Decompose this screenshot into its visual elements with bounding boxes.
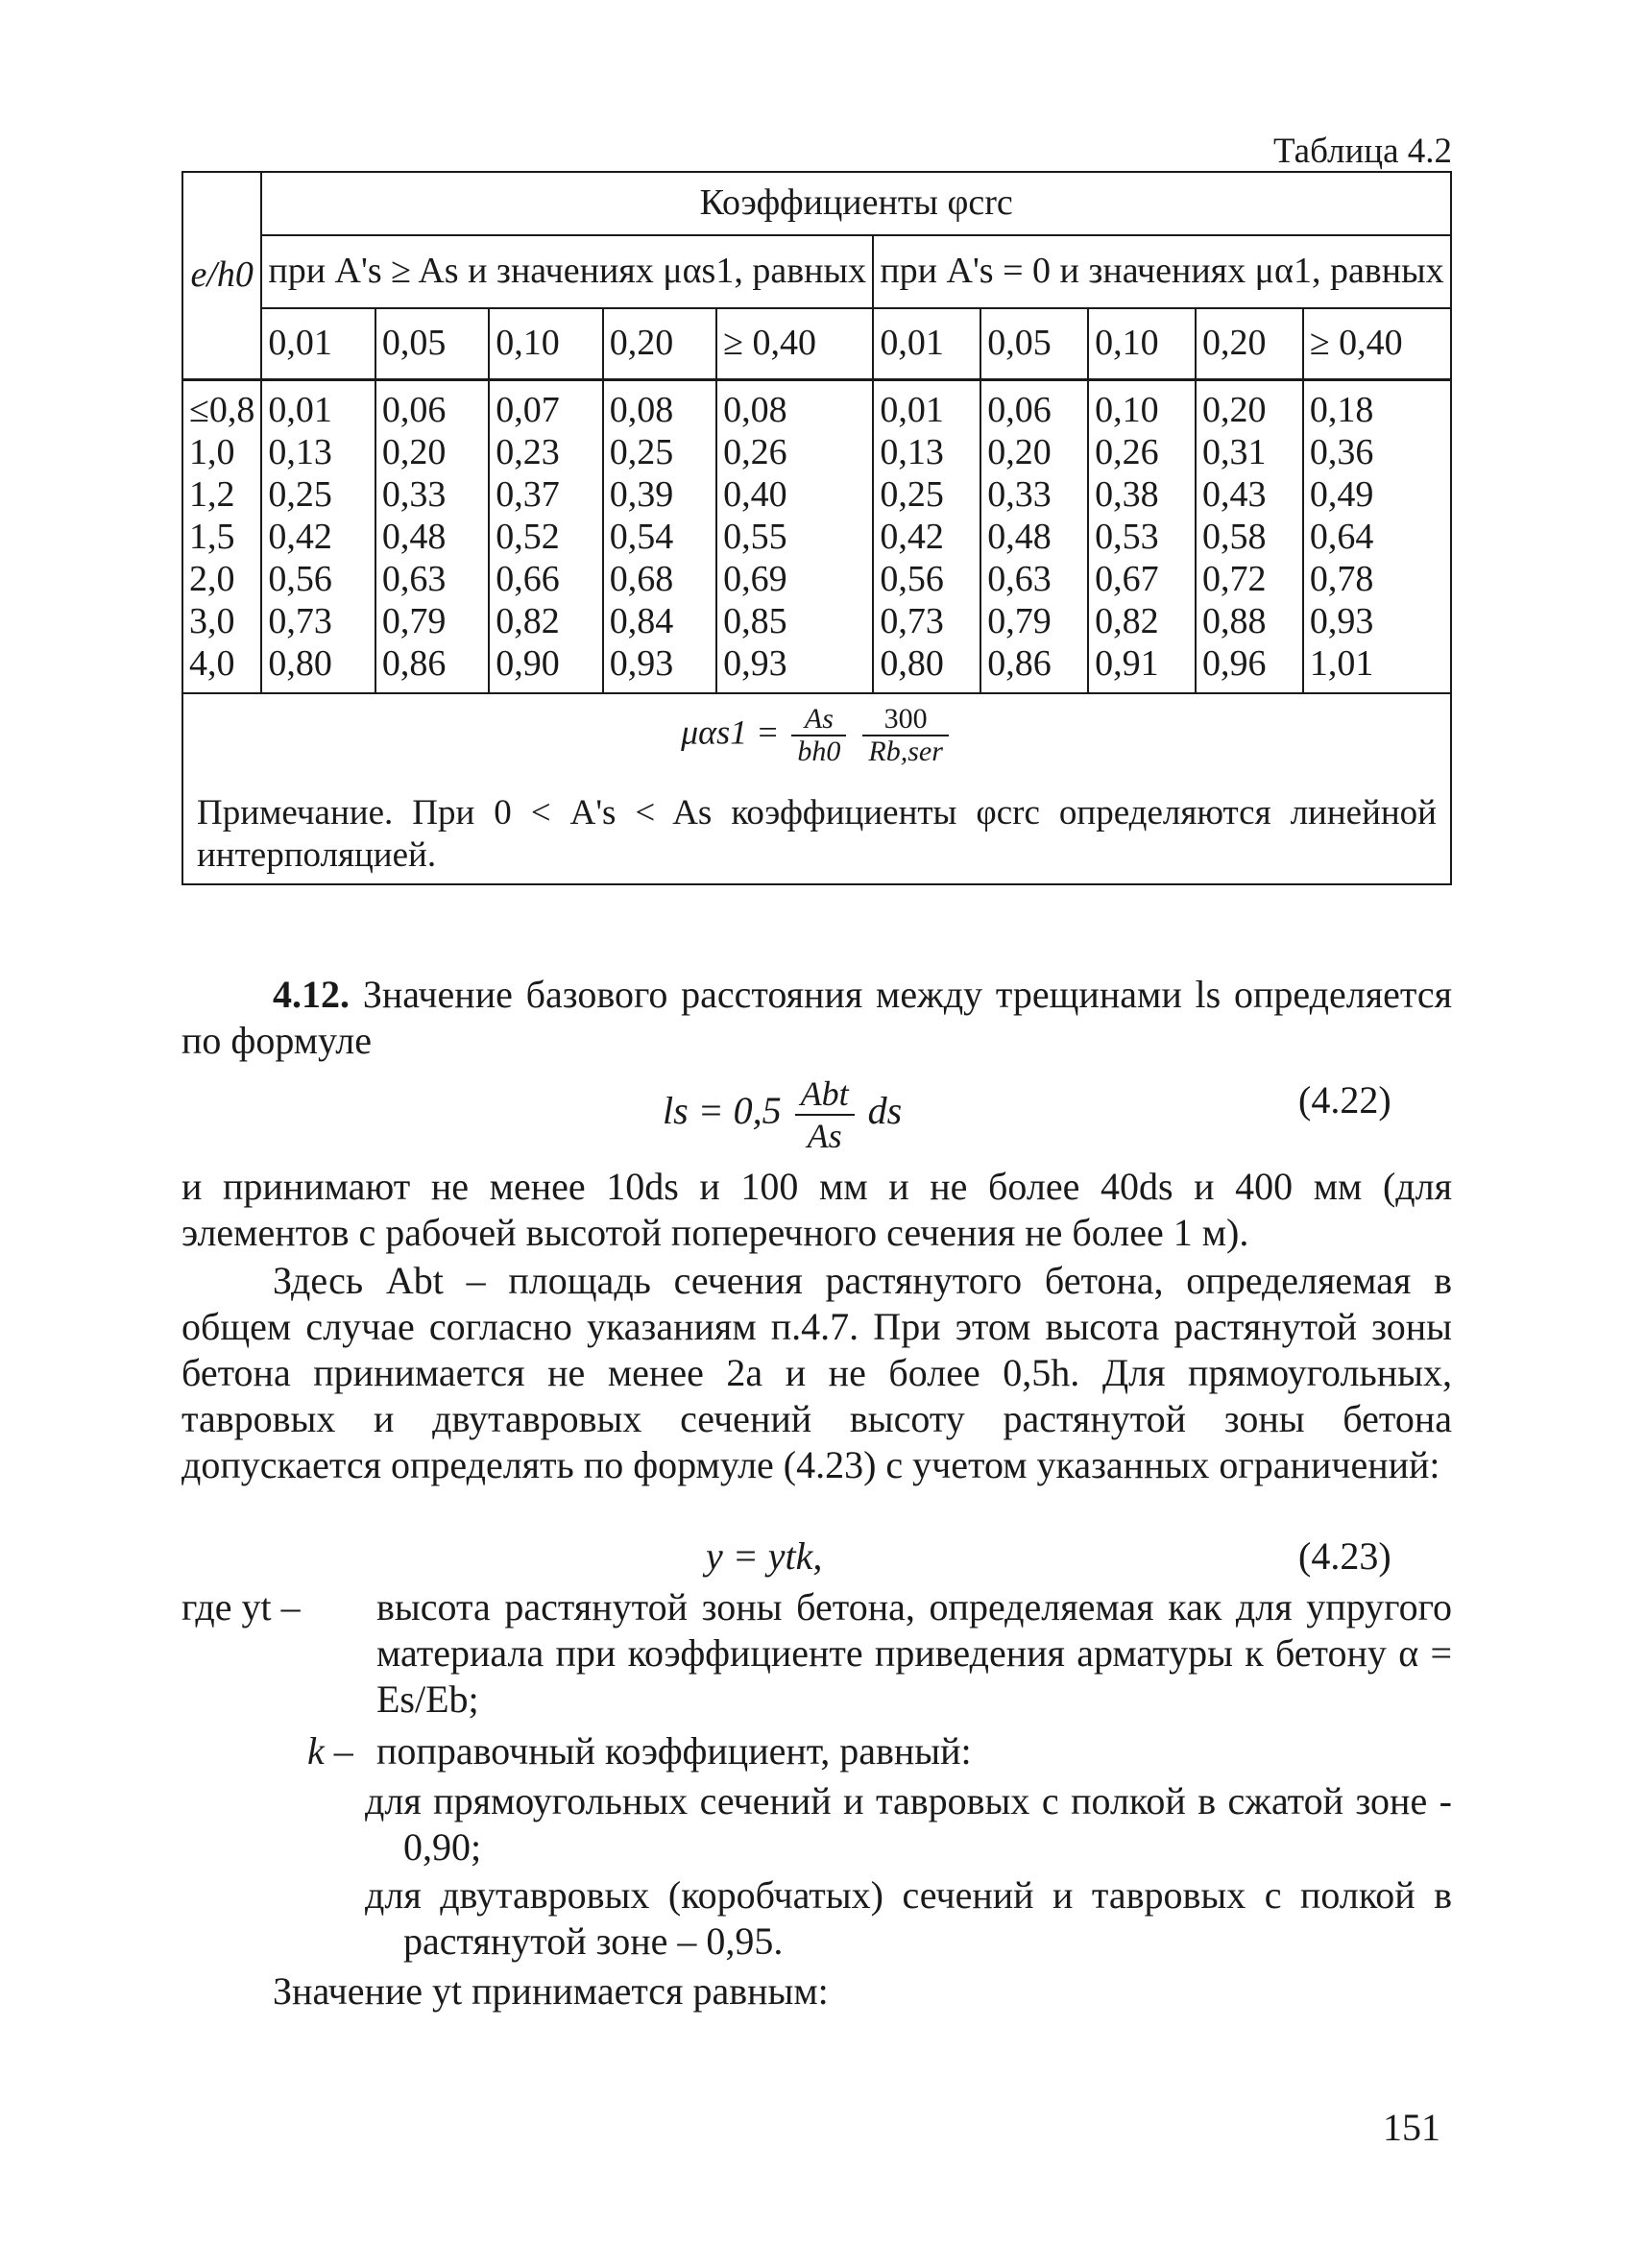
mu-value-header: 0,01: [873, 308, 980, 380]
table-caption: Таблица 4.2: [1273, 132, 1452, 171]
cell-value: 0,56: [880, 559, 944, 599]
fraction-denominator: As: [807, 1117, 842, 1155]
cell-value: 0,08: [723, 390, 787, 430]
data-column: [603, 380, 716, 694]
cell-value: 0,48: [987, 517, 1052, 557]
cell-value: 0,85: [723, 601, 787, 641]
page-number: 151: [1383, 2106, 1440, 2149]
mu-value-header: 0,20: [603, 308, 716, 380]
equation-number: (4.22): [1298, 1078, 1391, 1122]
fraction: [795, 1074, 855, 1156]
cell-value: 0,36: [1309, 432, 1374, 472]
cell-value: 0,25: [609, 432, 674, 472]
where-yt-text: высота растянутой зоны бетона, определяемая как для упругого материала при коэффициенте приведения арматуры к бетону α = Es/Eb;: [376, 1585, 1452, 1721]
cell-value: 0,96: [1201, 643, 1267, 684]
equation-lhs: ls = 0,5: [663, 1089, 782, 1133]
cell-value: 0,69: [723, 559, 787, 599]
cell-value: 0,90: [496, 643, 560, 684]
cell-value: 0,78: [1309, 559, 1374, 599]
data-column: [716, 380, 873, 694]
mu-value-header: 0,05: [375, 308, 489, 380]
cell-value: 0,80: [268, 643, 332, 684]
data-column: [1088, 380, 1196, 694]
cell-value: 0,86: [381, 643, 447, 684]
cell-value: 0,63: [987, 559, 1052, 599]
cell-value: 0,38: [1095, 474, 1159, 515]
fraction-numerator: Abt: [795, 1074, 855, 1116]
mu-value-header: ≥ 0,40: [1303, 308, 1451, 380]
eh-value: 4,0: [189, 643, 235, 684]
eh-value: 2,0: [189, 559, 235, 599]
section-intro: [181, 972, 1452, 1064]
cell-value: 0,88: [1201, 601, 1267, 641]
data-column: [1303, 380, 1451, 694]
cell-value: 0,93: [609, 643, 674, 684]
cell-value: 0,20: [987, 432, 1052, 472]
cell-value: 0,82: [496, 601, 560, 641]
cell-value: 0,26: [1095, 432, 1159, 472]
cell-value: 0,43: [1201, 474, 1267, 515]
k-item: для прямоугольных сечений и тавровых с полкой в сжатой зоне - 0,90;: [365, 1779, 1452, 1869]
section-intro-text: Значение базового расстояния между трещинами ls определяется по формуле: [181, 973, 1452, 1062]
cell-value: 0,93: [723, 643, 787, 684]
cell-value: 0,26: [723, 432, 787, 472]
fraction: [791, 704, 846, 768]
cell-value: 0,33: [381, 474, 447, 515]
cell-value: 0,13: [268, 432, 332, 472]
cell-value: 0,13: [880, 432, 944, 472]
eh-value: 3,0: [189, 601, 235, 641]
cell-value: 0,20: [381, 432, 447, 472]
final-line: Значение yt принимается равным:: [273, 1969, 829, 2013]
cell-value: 0,39: [609, 474, 674, 515]
table-note: Примечание. При 0 < A's < As коэффициенты φcrc определяются линейной интерполяцией.: [197, 793, 1437, 875]
cell-value: 0,82: [1095, 601, 1159, 641]
equation-4-22: [663, 1074, 902, 1156]
cell-value: 0,40: [723, 474, 787, 515]
cell-value: 0,08: [609, 390, 674, 430]
cell-value: 0,48: [381, 517, 447, 557]
cell-value: 0,55: [723, 517, 787, 557]
cell-value: 0,56: [268, 559, 332, 599]
k-text: поправочный коэффициент, равный:: [376, 1729, 972, 1773]
eh-value: 1,0: [189, 432, 235, 472]
fraction-denominator: Rb,ser: [868, 736, 943, 768]
cell-value: 0,31: [1201, 432, 1267, 472]
cell-value: 0,42: [268, 517, 332, 557]
where-label: где yt –: [181, 1585, 301, 1629]
cell-value: 0,86: [987, 643, 1052, 684]
cell-value: 0,10: [1095, 390, 1159, 430]
eh-value: ≤0,8: [189, 390, 255, 430]
mu-formula-lhs: μαs1 =: [681, 712, 780, 752]
eh-value: 1,5: [189, 517, 235, 557]
cell-value: 0,79: [987, 601, 1052, 641]
cell-value: 0,63: [381, 559, 447, 599]
k-label: k –: [307, 1729, 353, 1773]
mu-value-header: 0,20: [1196, 308, 1303, 380]
cell-value: 0,72: [1201, 559, 1267, 599]
cell-value: 0,20: [1201, 390, 1267, 430]
cell-value: 0,54: [609, 517, 674, 557]
cell-value: 0,58: [1201, 517, 1267, 557]
mu-value-header: 0,01: [261, 308, 375, 380]
cell-value: 0,68: [609, 559, 674, 599]
mu-value-header: 0,05: [980, 308, 1088, 380]
cell-value: 0,67: [1095, 559, 1159, 599]
data-column: [1196, 380, 1303, 694]
table-title: Коэффициенты φcrc: [261, 172, 1451, 235]
cell-value: 0,25: [880, 474, 944, 515]
eh-corner-header: e/h0: [182, 172, 261, 380]
fraction-numerator: 300: [862, 704, 949, 736]
cell-value: 0,06: [987, 390, 1052, 430]
eh-value: 1,2: [189, 474, 235, 515]
cell-value: 0,37: [496, 474, 560, 515]
cell-value: 0,25: [268, 474, 332, 515]
k-item: для двутавровых (коробчатых) сечений и тавровых с полкой в растянутой зоне – 0,95.: [365, 1873, 1452, 1963]
cell-value: 0,18: [1309, 390, 1374, 430]
cell-value: 0,06: [381, 390, 447, 430]
data-column: [873, 380, 980, 694]
cell-value: 0,23: [496, 432, 560, 472]
fraction-numerator: As: [791, 704, 846, 736]
cell-value: 0,73: [880, 601, 944, 641]
equation-number: (4.23): [1298, 1534, 1391, 1578]
equation-rhs: ds: [867, 1089, 903, 1133]
group-a-header: при A's ≥ As и значениях μαs1, равных: [261, 235, 873, 308]
paragraph-text: Здесь Abt – площадь сечения растянутого бетона, определяемая в общем случае согласно указаниям п.4.7. При этом высота растянутой зоны бетона принимается не менее 2a и не более 0,5h. Для прямоугольных, тавровых и двутавровых сечений высоту растянутой зоны бетона допускается определять по формуле (4.23) с учетом указанных ограничений:: [181, 1259, 1452, 1486]
data-column: [489, 380, 602, 694]
data-column: [261, 380, 375, 694]
cell-value: 0,73: [268, 601, 332, 641]
equation-4-23: y = ytk,: [706, 1534, 823, 1578]
mu-formula: [197, 704, 1437, 792]
paragraph: [181, 1258, 1452, 1488]
cell-value: 0,42: [880, 517, 944, 557]
cell-value: 0,01: [268, 390, 332, 430]
cell-value: 0,07: [496, 390, 560, 430]
fraction: [862, 704, 949, 768]
cell-value: 0,79: [381, 601, 447, 641]
cell-value: 0,01: [880, 390, 944, 430]
section-number: 4.12.: [273, 973, 350, 1016]
group-b-header: при A's = 0 и значениях μα1, равных: [873, 235, 1451, 308]
mu-value-header: 0,10: [1088, 308, 1196, 380]
fraction-denominator: bh0: [797, 736, 841, 768]
cell-value: 0,91: [1095, 643, 1159, 684]
paragraph: [181, 1164, 1452, 1256]
coefficients-table: [181, 171, 1452, 885]
cell-value: 0,33: [987, 474, 1052, 515]
data-column: [375, 380, 489, 694]
cell-value: 0,53: [1095, 517, 1159, 557]
cell-value: 0,93: [1309, 601, 1374, 641]
mu-value-header: 0,10: [489, 308, 602, 380]
eh-column: [182, 380, 261, 694]
cell-value: 0,49: [1309, 474, 1374, 515]
cell-value: 0,80: [880, 643, 944, 684]
cell-value: 0,66: [496, 559, 560, 599]
paragraph-text: и принимают не менее 10ds и 100 мм и не более 40ds и 400 мм (для элементов с рабочей высотой поперечного сечения не более 1 м).: [181, 1165, 1452, 1254]
cell-value: 0,64: [1309, 517, 1374, 557]
data-column: [980, 380, 1088, 694]
cell-value: 0,52: [496, 517, 560, 557]
cell-value: 0,84: [609, 601, 674, 641]
mu-value-header: ≥ 0,40: [716, 308, 873, 380]
cell-value: 1,01: [1309, 643, 1374, 684]
table-footer: [182, 693, 1451, 884]
